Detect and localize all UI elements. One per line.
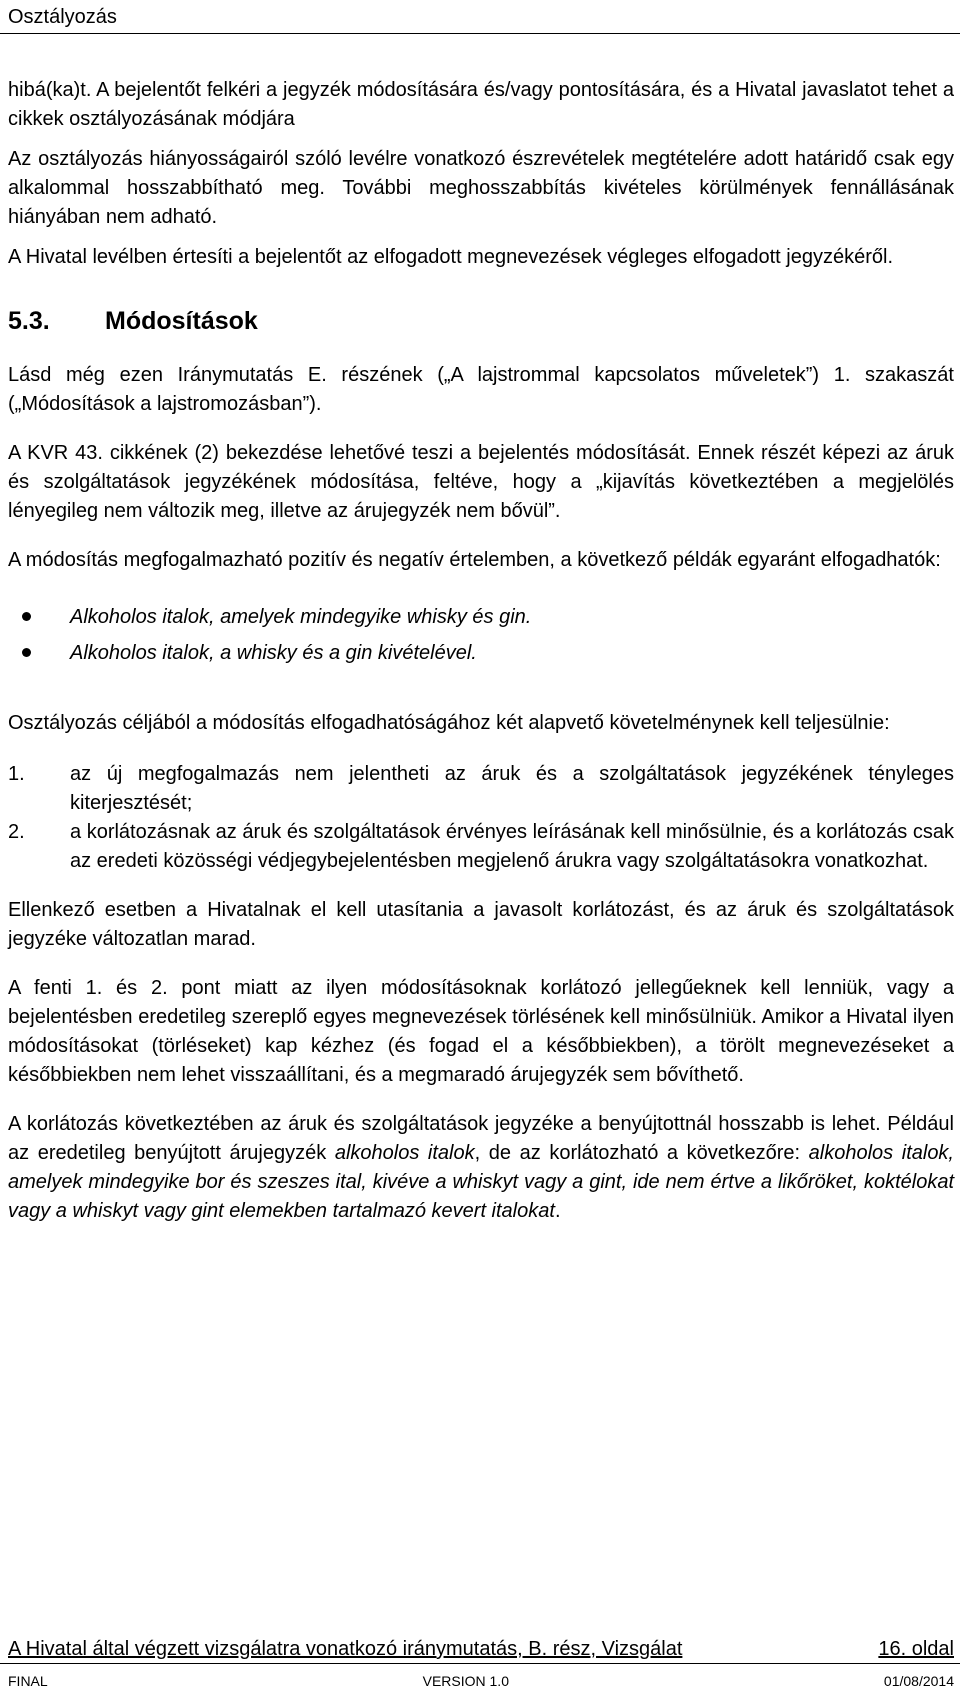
section-title: Módosítások — [105, 307, 258, 335]
page-footer — [8, 1637, 954, 1661]
paragraph: A fenti 1. és 2. pont miatt az ilyen módosításoknak korlátozó jellegűeknek kell lenniük, vagy a bejelentésben eredetileg szereplő egyes megnevezések törlésének kell minősülniük. Amikor a Hivatal ilyen módosításokat (törléseket) kap kézhez (és fogad el a későbbiekben), a törölt megnevezéseket a későbbiekben nem lehet visszaállítani, és a megmaradó árujegyzék sem bővíthető. — [8, 977, 954, 1086]
paragraph: Lásd még ezen Iránymutatás E. részének („A lajstrommal kapcsolatos műveletek”) 1. szakaszát („Módosítások a lajstromozásban”). — [8, 364, 954, 415]
paragraph: hibá(ka)t. A bejelentőt felkéri a jegyzék módosítására és/vagy pontosítására, és a Hivatal javaslatot tehet a cikkek osztályozásának módjára — [8, 79, 954, 130]
list-item: Alkoholos italok, amelyek mindegyike whisky és gin. — [8, 599, 954, 635]
footer-meta — [8, 1672, 954, 1690]
paragraph: Osztályozás céljából a módosítás elfogadhatóságához két alapvető követelménynek kell teljesülnie: — [8, 712, 890, 734]
paragraph: Ellenkező esetben a Hivatalnak el kell utasítania a javasolt korlátozást, és az áruk és szolgáltatások jegyzéke változatlan marad. — [8, 899, 954, 950]
paragraph: A KVR 43. cikkének (2) bekezdése lehetővé teszi a bejelentés módosítását. Ennek részét képezi az áruk és szolgáltatások jegyzékének módosítása, feltéve, hogy a „kijavítás következtében a megjelölés lényegileg nem változik meg, illetve az árujegyzék nem bővül”. — [8, 442, 954, 522]
footer-date: 01/08/2014 — [883, 1673, 954, 1689]
paragraph: A módosítás megfogalmazható pozitív és negatív értelemben, a következő példák egyaránt elfogadhatók: — [8, 549, 941, 571]
paragraph: A korlátozás következtében az áruk és szolgáltatások jegyzéke a benyújtottnál hosszabb is lehet. Például az eredetileg benyújtott árujegyzék alkoholos italok, de az korlátozható a következőre: alkoholos italok, amelyek mindegyike bor és szeszes ital, kivéve a whiskyt vagy a gint, ide nem értve a likőröket, koktélokat vagy a whiskyt vagy gint elemekben tartalmazó kevert italokat. — [8, 1113, 954, 1222]
document-body — [8, 76, 954, 1226]
list-item: 1. az új megfogalmazás nem jelentheti az áruk és a szolgáltatások jegyzékének tényleges kiterjesztését; — [8, 763, 954, 814]
list-item: 2. a korlátozásnak az áruk és szolgáltatások érvényes leírásának kell minősülnie, és a korlátozás csak az eredeti közösségi védjegybejelentésben megjelenő árukra vagy szolgáltatásokra vonatkozhat. — [8, 821, 954, 872]
list-item: Alkoholos italok, a whisky és a gin kivételével. — [8, 635, 954, 671]
requirements-list — [8, 760, 954, 876]
page-number: 16. oldal — [878, 1638, 954, 1660]
footer-status: FINAL — [8, 1673, 48, 1689]
page-header-title: Osztályozás — [8, 6, 117, 28]
footer-version: VERSION 1.0 — [422, 1673, 509, 1689]
examples-list — [8, 599, 954, 671]
bullet-icon — [22, 648, 31, 657]
section-heading — [8, 305, 954, 337]
footer-divider — [0, 1663, 960, 1664]
paragraph: A Hivatal levélben értesíti a bejelentőt az elfogadott megnevezések végleges elfogadott jegyzékéről. — [8, 246, 893, 268]
footer-doc-title: A Hivatal által végzett vizsgálatra vonatkozó iránymutatás, B. rész, Vizsgálat — [8, 1638, 683, 1660]
section-number: 5.3. — [8, 307, 50, 335]
bullet-icon — [22, 612, 31, 621]
paragraph: Az osztályozás hiányosságairól szóló levélre vonatkozó észrevételek megtételére adott határidő csak egy alkalommal hosszabbítható meg. További meghosszabbítás kivételes körülmények fennállásának hiányában nem adható. — [8, 148, 954, 228]
header-divider — [0, 33, 960, 34]
